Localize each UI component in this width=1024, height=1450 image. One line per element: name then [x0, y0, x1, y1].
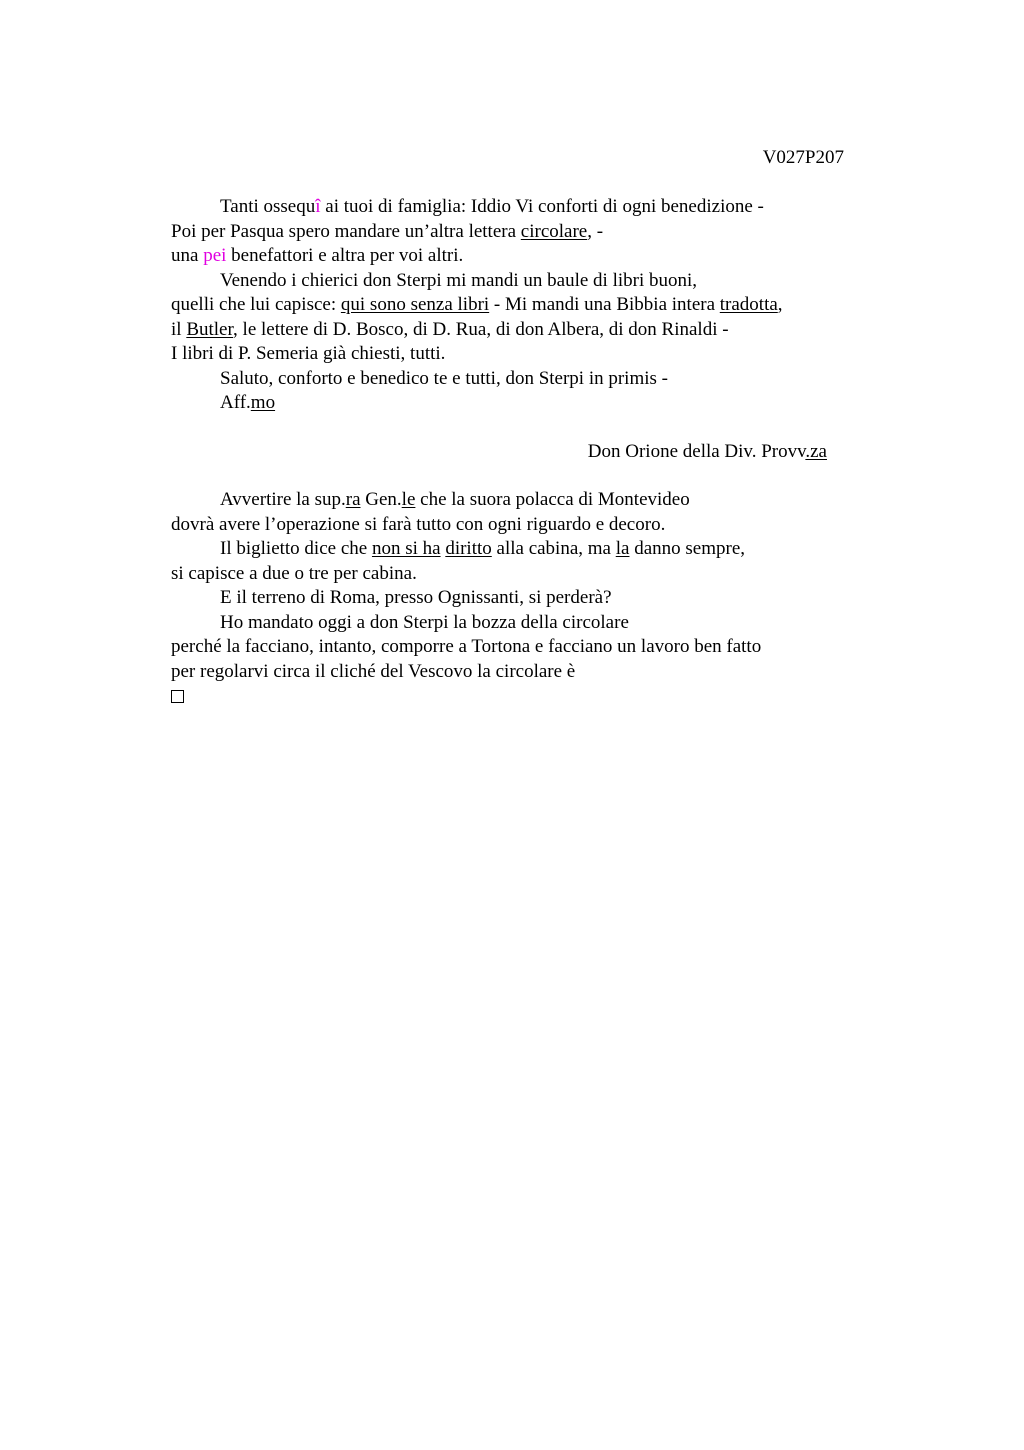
text-segment: che la suora polacca di Montevideo — [415, 489, 690, 510]
text-segment: Saluto, conforto e benedico te e tutti, don Sterpi in primis - — [220, 367, 668, 389]
text-line — [171, 684, 871, 709]
text-segment: , - — [587, 220, 604, 242]
underlined-text: .za — [805, 440, 827, 462]
text-line — [171, 513, 871, 538]
text-line — [171, 611, 871, 636]
text-line — [171, 220, 871, 245]
underlined-text: Butler — [186, 318, 234, 340]
spacer — [171, 464, 871, 488]
text-segment: perché la facciano, intanto, comporre a Tortona e facciano un lavoro ben fatto — [171, 636, 762, 657]
text-segment: si capisce a due o tre per cabina. — [171, 562, 417, 584]
text-segment: - Mi mandi una Bibbia intera — [489, 294, 720, 315]
text-segment: E il terreno di Roma, presso Ognissanti, si perderà? — [220, 587, 612, 608]
text-segment: per regolarvi circa il cliché del Vescovo la circolare è — [171, 660, 576, 682]
underlined-text: ra — [345, 489, 361, 510]
underlined-text: circolare — [520, 220, 588, 242]
text-segment: Venendo i chierici don Sterpi mi mandi un baule di libri buoni, — [220, 269, 698, 291]
text-line — [171, 562, 871, 587]
text-segment: Aff. — [220, 392, 251, 413]
text-line — [171, 367, 871, 392]
underlined-text: le — [401, 489, 416, 510]
text-segment: benefattori e altra per voi altri. — [226, 245, 464, 266]
underlined-text: qui sono senza libri — [340, 294, 490, 315]
text-segment: , — [777, 294, 783, 315]
underlined-text: la — [615, 538, 630, 559]
text-segment: dovrà avere l’operazione si farà tutto con ogni riguardo e decoro. — [171, 513, 666, 535]
text-segment: una — [171, 245, 204, 266]
text-line — [171, 488, 871, 513]
text-line — [171, 660, 871, 685]
text-segment: , le lettere di D. Bosco, di D. Rua, di don Albera, di don Rinaldi - — [233, 318, 729, 340]
letter-body — [171, 195, 871, 709]
highlighted-text: î — [315, 196, 321, 217]
text-segment: quelli che lui capisce: — [171, 294, 341, 315]
text-line — [171, 269, 871, 294]
text-line — [171, 244, 871, 269]
text-segment: Tanti ossequ — [220, 196, 316, 217]
spacer — [171, 416, 871, 440]
signature-text: Don Orione della Div. Provv — [587, 440, 806, 462]
text-segment: alla cabina, ma — [491, 538, 616, 559]
signature-line — [171, 440, 871, 465]
text-segment: Avvertire la sup. — [220, 489, 346, 510]
text-segment: Il biglietto dice che — [220, 538, 372, 559]
text-segment: Ho mandato oggi a don Sterpi la bozza della circolare — [220, 611, 629, 633]
checkbox-glyph-icon — [171, 690, 184, 703]
text-segment: il — [171, 318, 187, 340]
underlined-text: non si ha — [371, 538, 441, 559]
text-segment: ai tuoi di famiglia: Iddio Vi conforti di ogni benedizione - — [320, 196, 764, 217]
text-line — [171, 318, 871, 343]
text-line — [171, 635, 871, 660]
text-line — [171, 537, 871, 562]
text-segment: Poi per Pasqua spero mandare un’altra lettera — [171, 220, 521, 242]
text-line — [171, 195, 871, 220]
text-line — [171, 391, 871, 416]
underlined-text: tradotta — [719, 294, 778, 315]
text-segment: Gen. — [360, 489, 402, 510]
text-segment: danno sempre, — [629, 538, 746, 559]
text-line — [171, 342, 871, 367]
underlined-text: mo — [250, 392, 276, 413]
highlighted-text: pei — [203, 245, 227, 266]
text-segment: I libri di P. Semeria già chiesti, tutti. — [171, 343, 446, 364]
text-line — [171, 586, 871, 611]
underlined-text: diritto — [445, 538, 492, 559]
text-line — [171, 293, 871, 318]
page-reference-code: V027P207 — [762, 147, 844, 168]
